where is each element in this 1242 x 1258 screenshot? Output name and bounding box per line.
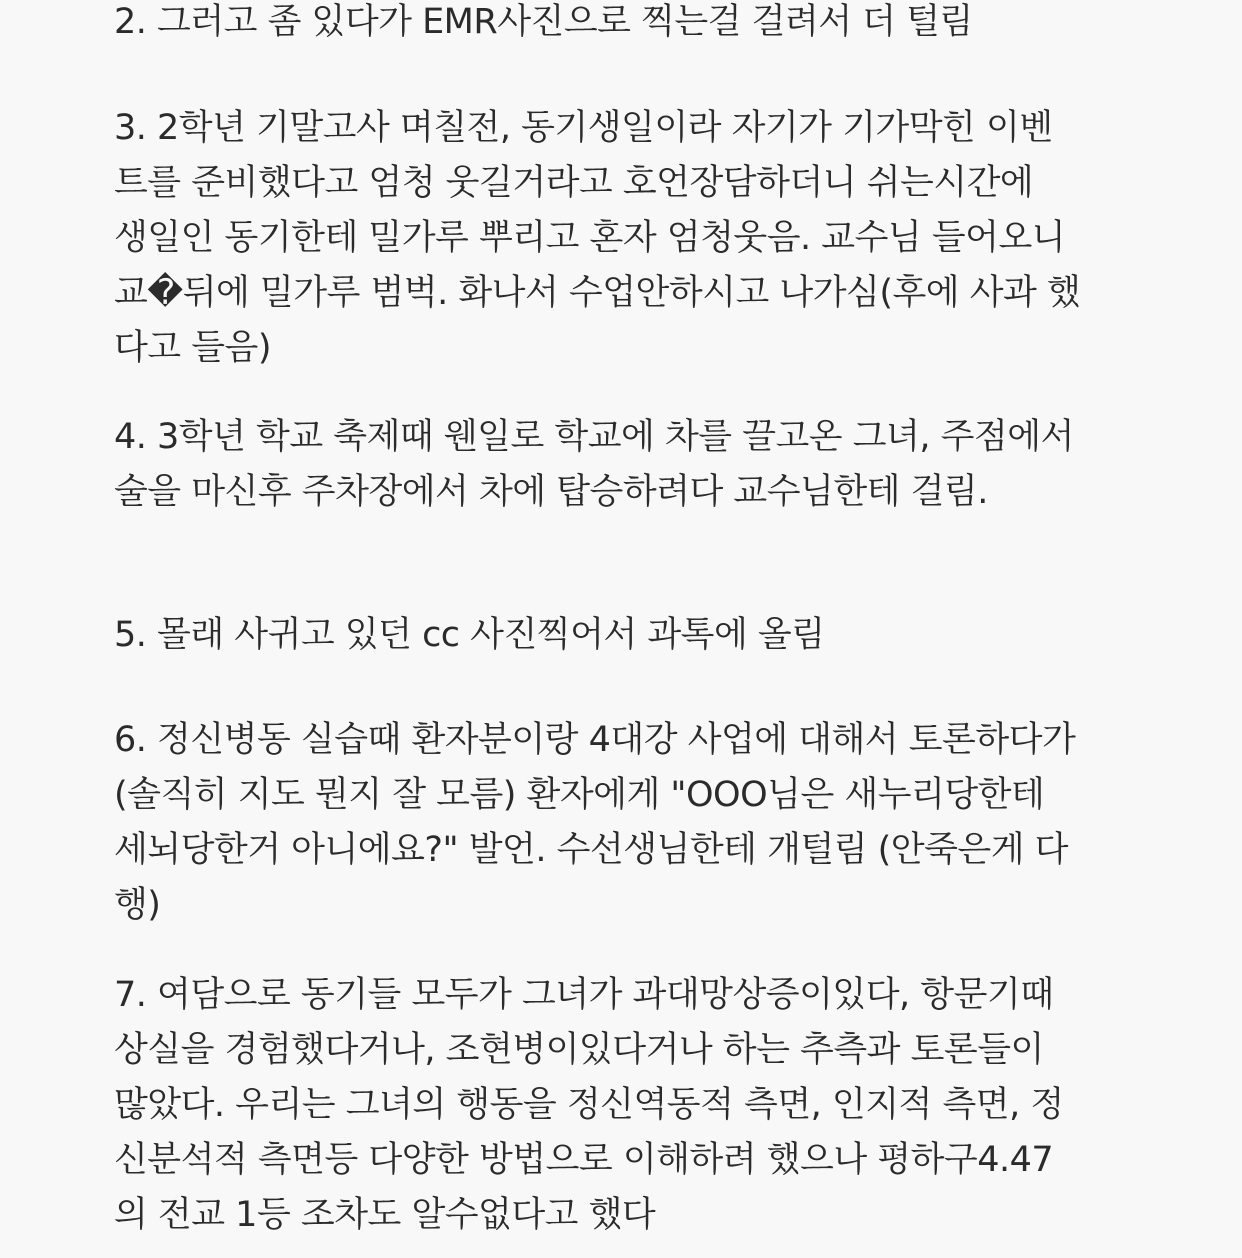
text-line: 다고 들음) — [114, 328, 272, 368]
text-line: 의 전교 1등 조차도 알수없다고 했다 — [114, 1195, 656, 1235]
text-line: 많았다. 우리는 그녀의 행동을 정신역동적 측면, 인지적 측면, 정 — [114, 1085, 1064, 1125]
list-item-3 — [114, 101, 1144, 376]
text-line: 생일인 동기한테 밀가루 뿌리고 혼자 엄청웃음. 교수님 들어오니 — [114, 218, 1066, 258]
text-line: 5. 몰래 사귀고 있던 cc 사진찍어서 과톡에 올림 — [114, 615, 825, 655]
text-line: 3. 2학년 기말고사 며칠전, 동기생일이라 자기가 기가막힌 이벤 — [114, 108, 1053, 148]
text-line: 4. 3학년 학교 축제때 웬일로 학교에 차를 끌고온 그녀, 주점에서 — [114, 417, 1074, 457]
list-item-2 — [114, 0, 1144, 50]
list-item-4 — [114, 410, 1144, 520]
text-line: 세뇌당한거 아니에요?" 발언. 수선생님한테 개털림 (안죽은게 다 — [114, 830, 1068, 870]
text-line: 트를 준비했다고 엄청 웃길거라고 호언장담하더니 쉬는시간에 — [114, 163, 1034, 203]
list-item-7 — [114, 968, 1144, 1243]
text-line: 상실을 경험했다거나, 조현병이있다거나 하는 추측과 토론들이 — [114, 1030, 1044, 1070]
text-line: (솔직히 지도 뭔지 잘 모름) 환자에게 "OOO님은 새누리당한테 — [114, 775, 1045, 815]
text-line: 교�뒤에 밀가루 범벅. 화나서 수업안하시고 나가심(후에 사과 했 — [114, 273, 1081, 313]
text-line: 술을 마신후 주차장에서 차에 탑승하려다 교수님한테 걸림. — [114, 472, 988, 512]
text-line: 신분석적 측면등 다양한 방법으로 이해하려 했으나 평하구4.47 — [114, 1140, 1054, 1180]
text-line: 2. 그러고 좀 있다가 EMR사진으로 찍는걸 걸려서 더 털림 — [114, 2, 973, 42]
text-line: 6. 정신병동 실습때 환자분이랑 4대강 사업에 대해서 토론하다가 — [114, 720, 1076, 760]
list-item-5 — [114, 608, 1144, 663]
text-line: 7. 여담으로 동기들 모두가 그녀가 과대망상증이있다, 항문기때 — [114, 975, 1054, 1015]
list-item-6 — [114, 713, 1144, 933]
text-line: 행) — [114, 885, 161, 925]
